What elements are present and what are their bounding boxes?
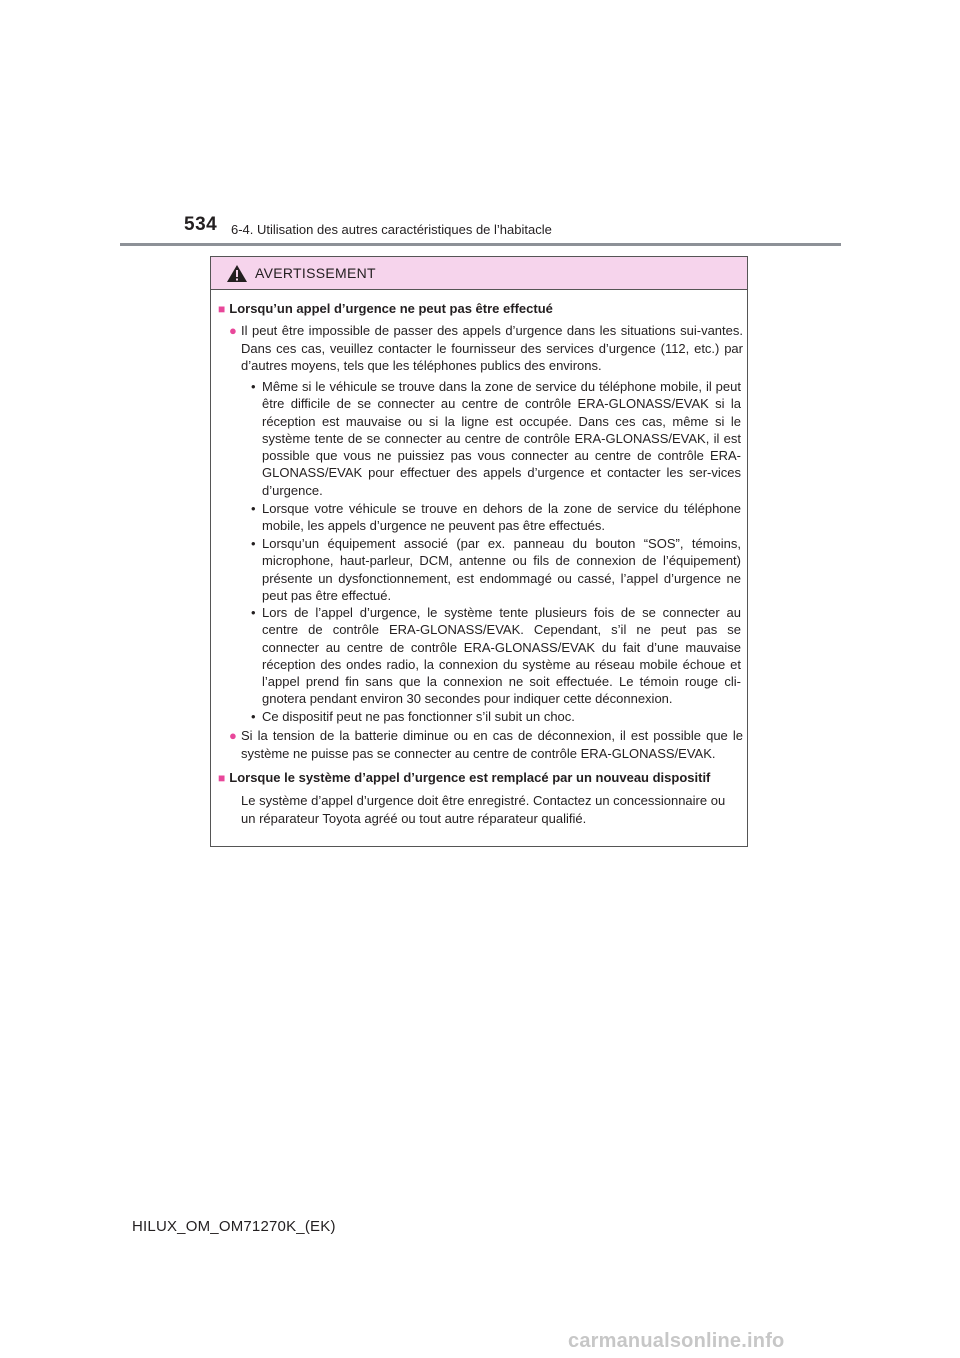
list-item-text: Lorsqu’un équipement associé (par ex. panneau du bouton “SOS”, témoins, microphone, haut-parleur, DCM, antenne ou fils de connexion de l’équipement) présente un dysfonctionnement, est endommagé ou cassé, l’appel d’urgence ne peut pas être effectué.: [262, 536, 741, 603]
heading-emergency-call-failure: [218, 300, 553, 318]
paragraph: Le système d’appel d’urgence doit être enregistré. Contactez un concessionnaire ou un réparateur Toyota agréé ou tout autre réparateur qualifié.: [241, 793, 726, 826]
header-divider: [120, 243, 841, 246]
watermark: carmanualsonline.info: [568, 1330, 785, 1352]
heading-text: Lorsqu’un appel d’urgence ne peut pas être effectué: [229, 301, 553, 316]
bullet-text: Il peut être impossible de passer des appels d’urgence dans les situations sui-vantes. Dans ces cas, veuillez contacter le fournisseur des services d’urgence (112, etc.) par d’autres moyens, tels que les téléphones publics des environs.: [241, 323, 743, 373]
square-marker-icon: ■: [218, 771, 226, 785]
bullet-marker-icon: ●: [229, 728, 237, 743]
list-item-text: Lors de l’appel d’urgence, le système tente plusieurs fois de se connecter au centre de contrôle ERA-GLONASS/EVAK. Cependant, s’il ne peut pas se connecter au centre de contrôle ERA-GLONASS/EVAK du fait d’une mauvaise réception des ondes radio, la connexion du système au réseau mobile échoue et l’appel prend fin sans que la connexion ne soit effectuée. Le témoin rouge cli-gnotera pendant environ 30 secondes pour indiquer cette déconnexion.: [262, 605, 741, 707]
heading-system-replaced: [218, 769, 710, 787]
warning-triangle-icon: [226, 264, 248, 283]
warning-title: AVERTISSEMENT: [255, 265, 376, 281]
page-number: 534: [184, 214, 218, 235]
heading-text: Lorsque le système d’appel d’urgence est remplacé par un nouveau dispositif: [229, 770, 711, 785]
section-title: 6-4. Utilisation des autres caractéristiques de l’habitacle: [231, 222, 552, 237]
sub-marker-icon: •: [251, 709, 256, 724]
bullet-item: [229, 322, 743, 375]
sub-marker-icon: •: [251, 501, 256, 516]
bullet-item: [229, 727, 743, 762]
list-item-text: Ce dispositif peut ne pas fonctionner s’il subit un choc.: [262, 709, 575, 724]
sub-marker-icon: •: [251, 536, 256, 551]
sub-marker-icon: •: [251, 605, 256, 620]
list-item-text: Même si le véhicule se trouve dans la zone de service du téléphone mobile, il peut être difficile de se connecter au centre de contrôle ERA-GLONASS/EVAK si la réception est mauvaise ou si la ligne est occupée. Dans ces cas, même si le système tente de se connecter au centre de contrôle ERA-GLONASS/EVAK, il est possible que vous ne puissiez pas vous connecter au centre de contrôle ERA-GLONASS/EVAK pour effectuer des appels d’urgence et contacter les ser-vices d’urgence.: [262, 379, 741, 498]
list-item: [251, 708, 741, 725]
document-code: HILUX_OM_OM71270K_(EK): [132, 1218, 336, 1235]
sub-marker-icon: •: [251, 379, 256, 394]
list-item: [251, 535, 741, 604]
list-item: [251, 604, 741, 708]
square-marker-icon: ■: [218, 302, 226, 316]
list-item: [251, 500, 741, 535]
list-item: [251, 378, 741, 499]
warning-box: [210, 256, 748, 847]
warning-header: [211, 257, 747, 290]
bullet-text: Si la tension de la batterie diminue ou en cas de déconnexion, il est possible que le système ne puisse pas se connecter au centre de contrôle ERA-GLONASS/EVAK.: [241, 728, 743, 761]
list-item-text: Lorsque votre véhicule se trouve en dehors de la zone de service du téléphone mobile, les appels d’urgence ne peuvent pas être effectués.: [262, 501, 741, 534]
bullet-marker-icon: ●: [229, 323, 237, 338]
